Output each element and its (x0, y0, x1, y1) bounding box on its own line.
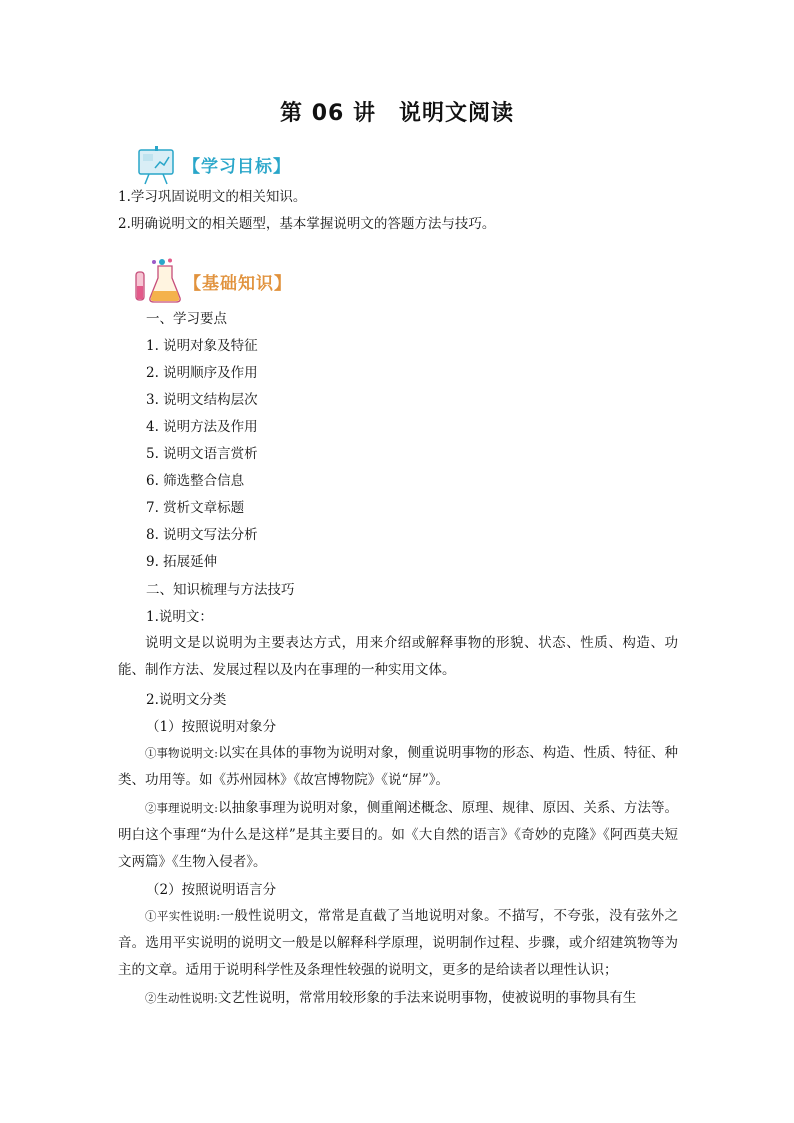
presentation-board-icon (135, 142, 183, 186)
point-item: 4. 说明方法及作用 (146, 419, 258, 435)
goal-item: 2.明确说明文的相关题型，基本掌握说明文的答题方法与技巧。 (118, 216, 496, 232)
vivid-expository-paragraph (118, 985, 678, 1012)
classification-by-object: （1）按照说明对象分 (146, 719, 277, 735)
basic-section-header (132, 258, 292, 304)
goal-section-label: 【学习目标】 (183, 156, 291, 177)
page-title: 第 06 讲 说明文阅读 (280, 101, 514, 126)
goal-item: 1.学习巩固说明文的相关知识。 (118, 189, 307, 205)
reason-expository-term: ②事理说明文: (145, 801, 219, 815)
point-item: 2. 说明顺序及作用 (146, 365, 258, 381)
heading-knowledge: 二、知识梳理与方法技巧 (146, 582, 295, 598)
classification-by-language: （2）按照说明语言分 (146, 882, 277, 898)
definition-paragraph: 说明文是以说明为主要表达方式，用来介绍或解释事物的形貌、状态、性质、构造、功能、制作方法、发展过程以及内在事理的一种实用文体。 (118, 635, 678, 679)
point-item: 3. 说明文结构层次 (146, 392, 258, 408)
point-item: 9. 拓展延伸 (146, 554, 218, 570)
reason-expository-text: 以抽象事理为说明对象，侧重阐述概念、原理、规律、原因、关系、方法等。明白这个事理“为什么是这样”是其主要目的。如《大自然的语言》《奇妙的克隆》《阿西莫夫短文两篇》《生物入侵者》。 (118, 800, 679, 871)
point-item: 1. 说明对象及特征 (146, 338, 258, 354)
thing-expository-term: ①事物说明文: (145, 746, 219, 760)
point-item: 8. 说明文写法分析 (146, 527, 258, 543)
plain-expository-paragraph (118, 903, 678, 985)
plain-expository-text: 一般性说明文，常常是直截了当地说明对象。不描写，不夸张，没有弦外之音。选用平实说明的说明文一般是以解释科学原理，说明制作过程、步骤，或介绍建筑物等为主的文章。适用于说明科学性及条理性较强的说明文，更多的是给读者以理性认识； (118, 908, 678, 979)
point-item: 6. 筛选整合信息 (146, 473, 245, 489)
plain-expository-term: ①平实性说明: (145, 909, 221, 923)
heading-study-points: 一、学习要点 (146, 311, 227, 327)
vivid-expository-term: ②生动性说明: (145, 991, 218, 1005)
subheading-classification: 2.说明文分类 (146, 692, 227, 708)
goal-section-header (135, 142, 291, 186)
reason-expository-paragraph (118, 795, 678, 877)
basic-section-label: 【基础知识】 (184, 273, 292, 294)
science-flask-icon (132, 258, 184, 304)
point-item: 5. 说明文语言赏析 (146, 446, 258, 462)
point-item: 7. 赏析文章标题 (146, 500, 245, 516)
thing-expository-paragraph (118, 740, 678, 794)
subheading-expository: 1.说明文： (146, 609, 213, 625)
vivid-expository-text: 文艺性说明，常常用较形象的手法来说明事物，使被说明的事物具有生 (217, 990, 637, 1006)
thing-expository-text: 以实在具体的事物为说明对象，侧重说明事物的形态、构造、性质、特征、种类、功用等。如《苏州园林》《故宫博物院》《说“屏”》。 (118, 745, 679, 789)
